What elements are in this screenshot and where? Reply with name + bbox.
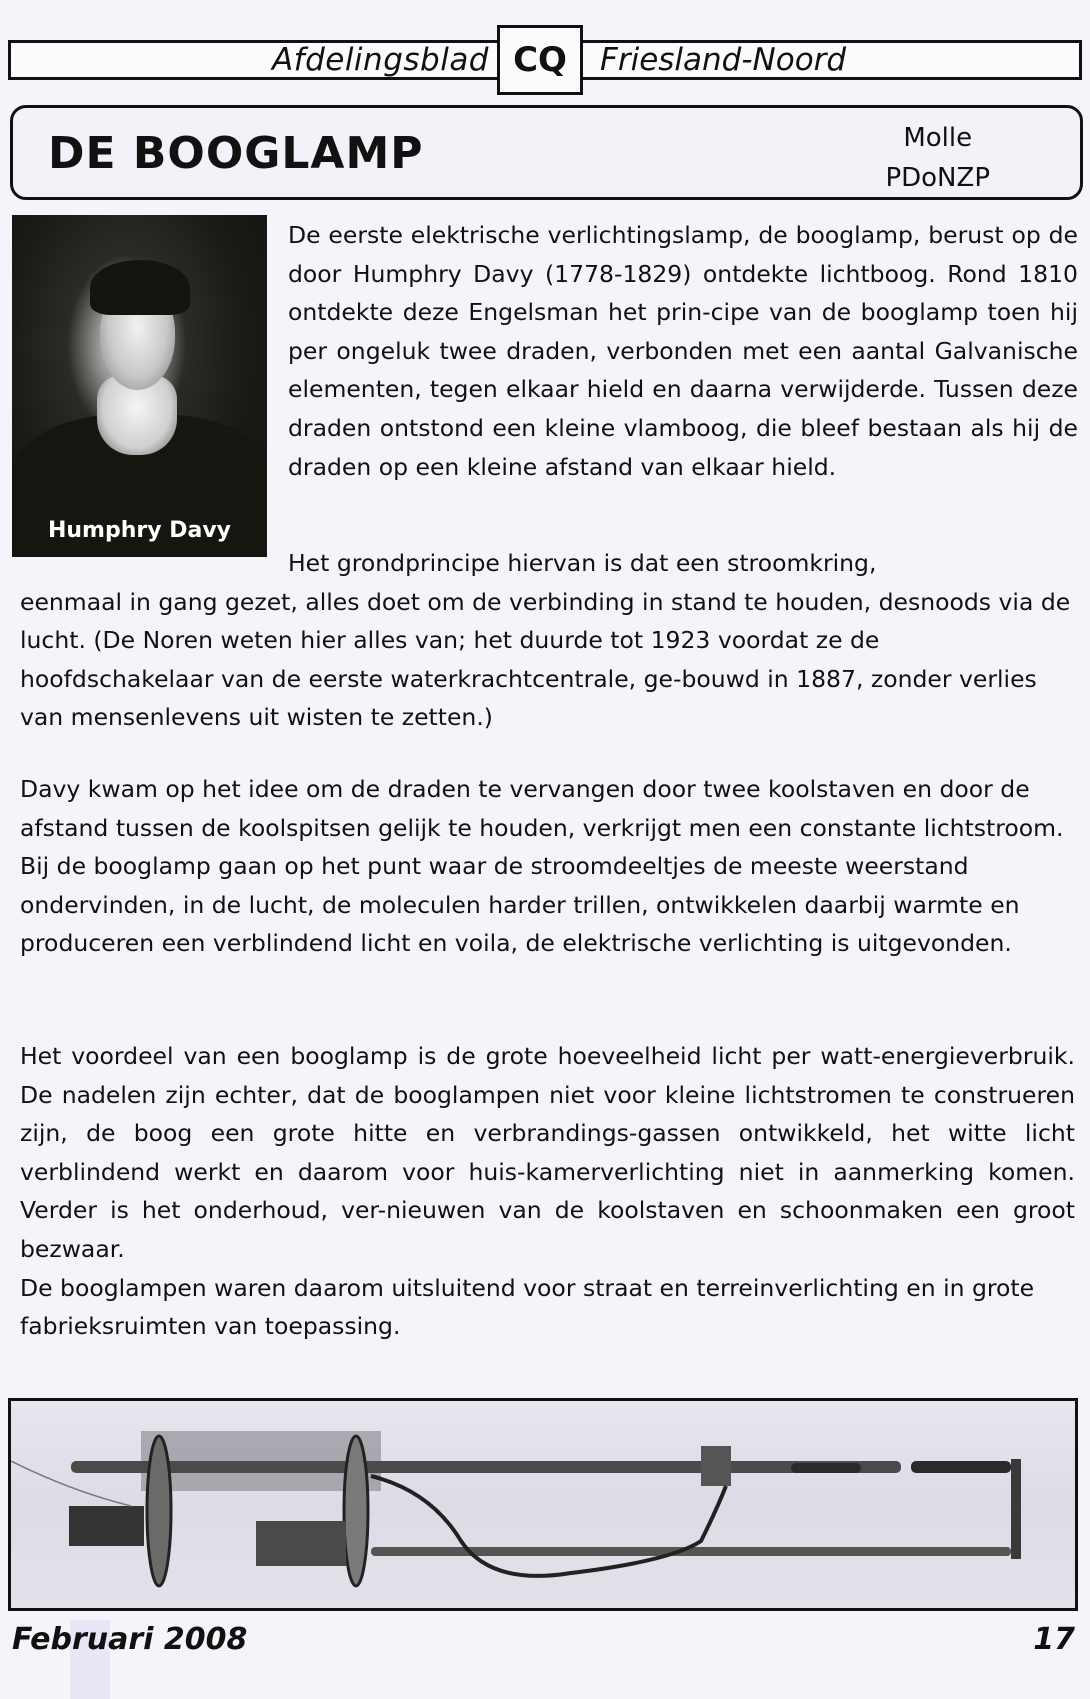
voordeel-paragraph	[20, 1037, 1075, 1346]
davy-paragraph	[20, 770, 1075, 963]
portrait-caption: Humphry Davy	[47, 518, 232, 543]
lamp-cable	[371, 1476, 726, 1576]
masthead-right-text: Friesland-Noord	[600, 42, 847, 78]
slot-text: De booglampen waren daarom uitsluitend voor straat en terreinverlichting en in grote fabrieksruimten van toepassing.	[20, 1273, 1035, 1341]
portrait-image	[12, 215, 267, 557]
grondprincipe-paragraph	[20, 544, 1075, 737]
lamp-frame-post	[1011, 1459, 1021, 1559]
lamp-disc-right	[344, 1436, 368, 1586]
footer-date: Februari 2008	[12, 1622, 248, 1657]
lamp-coil-left	[69, 1506, 144, 1546]
intro-paragraph	[288, 216, 1078, 486]
lamp-lower-carbon	[911, 1461, 1011, 1473]
page-number: 17	[1033, 1622, 1075, 1657]
arc-lamp-illustration	[11, 1401, 1078, 1611]
lamp-clamp	[701, 1446, 731, 1486]
portrait-hair	[90, 260, 190, 315]
intro-text: De eerste elektrische verlichtingslamp, de booglamp, berust op de door Humphry Davy (1778-1829) ontdekte lichtboog. Rond 1810 ontdekte deze Engelsman het prin-cipe van de booglamp toen hij per ongeluk twee draden, verbonden met een aantal Galvanische elementen, tegen elkaar hield en daarna verwijderde. Tussen deze draden ontstond een kleine vlamboog, die bleef bestaan als hij de draden op een kleine afstand van elkaar hield.	[288, 221, 1078, 481]
davy-text: Davy kwam op het idee om de draden te vervangen door twee koolstaven en door de afstand tussen de koolspitsen gelijk te houden, verkrijgt men een constante lichtstroom. Bij de booglamp gaan op het punt waar de stroomdeeltjes de meeste weerstand ondervinden, in de lucht, de moleculen harder trillen, ontwikkelen daarbij warmte en produceren een verblindend licht en voila, de elektrische verlichting is uitgevonden.	[20, 775, 1064, 958]
lamp-disc-left	[147, 1436, 171, 1586]
article-title-box	[10, 105, 1083, 200]
grondprincipe-first-line: Het grondprincipe hiervan is dat een stroomkring,	[288, 549, 877, 577]
lamp-upper-rod	[71, 1461, 901, 1473]
arc-lamp-photo	[8, 1398, 1078, 1611]
author-callsign: PDoNZP	[885, 163, 990, 193]
grondprincipe-rest: eenmaal in gang gezet, alles doet om de verbinding in stand te houden, desnoods via de lucht. (De Noren weten hier alles van; het duurde tot 1923 voordat ze de hoofdschakelaar van de eerste waterkrachtcentrale, ge-bouwd in 1887, zonder verlies van mensenlevens uit wisten te zetten.)	[20, 587, 1071, 732]
author-block	[885, 118, 990, 198]
voordeel-text: Het voordeel van een booglamp is de grote hoeveelheid licht per watt-energieverbruik. De nadelen zijn echter, dat de booglampen niet voor kleine lichtstromen te construeren zijn, de boog een grote hitte en verbrandings-gassen ontwikkeld, het witte licht verblindend werkt en daarom voor huis-kamerverlichting niet in aanmerking komen. Verder is het onderhoud, ver-nieuwen van de koolstaven en schoonmaken een groot bezwaar.	[20, 1042, 1075, 1263]
article-title: DE BOOGLAMP	[48, 128, 424, 179]
lamp-upper-carbon	[791, 1463, 861, 1473]
masthead-left-text: Afdelingsblad	[271, 42, 489, 78]
author-name: Molle	[903, 123, 973, 153]
masthead-cq-box: CQ	[497, 25, 583, 95]
lamp-coil-right	[256, 1521, 346, 1566]
